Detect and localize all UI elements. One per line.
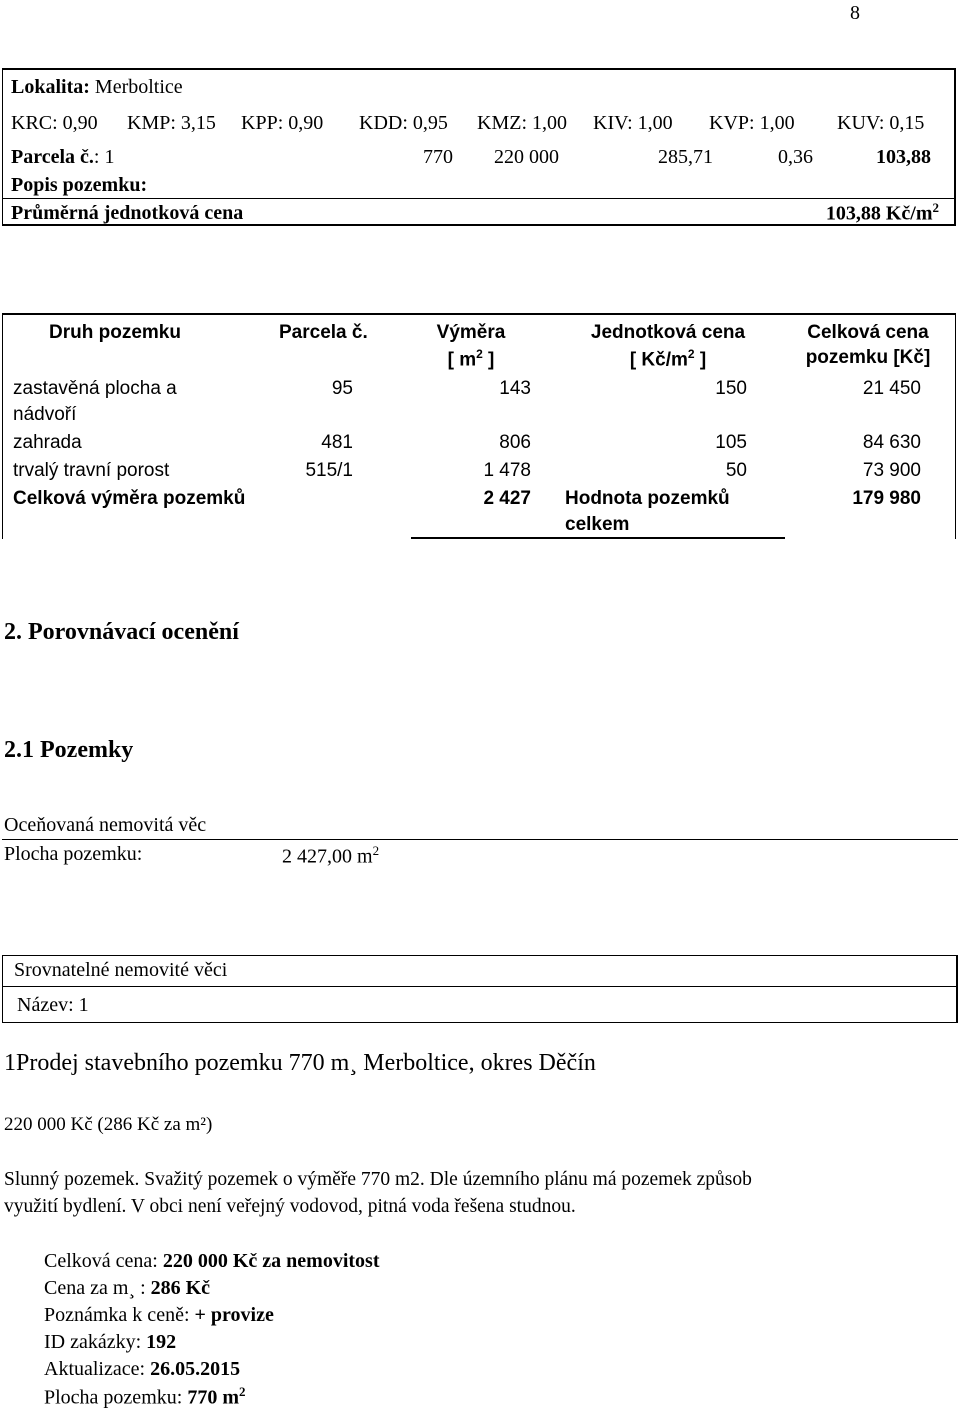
detail-order-id-value: 192 <box>146 1331 177 1353</box>
total-area-value: 2 427 <box>483 488 531 509</box>
parcel-line <box>11 146 114 169</box>
detail-land-area-value: 770 m <box>187 1386 239 1409</box>
coef-kmz: KMZ: 1,00 <box>477 112 567 134</box>
coef-kuv: KUV: 0,15 <box>837 112 925 134</box>
parcel-index: 0,36 <box>778 146 813 168</box>
locality-label: Lokalita: <box>11 76 90 98</box>
detail-land-area-sup: 2 <box>238 1384 246 1399</box>
header-area-unit: [ $m^2$ ] <box>447 347 495 371</box>
avg-price-sup: 2 <box>932 200 939 215</box>
avg-price <box>703 200 939 226</box>
locality-box <box>2 68 956 226</box>
table-bottom-line <box>411 537 785 539</box>
detail-total-price-value: 220 000 Kč za nemovitost <box>162 1250 380 1272</box>
coef-kiv: KIV: 1,00 <box>593 112 673 134</box>
total-value: 179 980 <box>852 488 921 509</box>
detail-updated-label: Aktualizace: <box>44 1358 151 1380</box>
row2-unit-price: 105 <box>715 432 747 453</box>
comparables-separator <box>3 986 956 987</box>
header-total-price: Celková cena <box>807 322 929 343</box>
comparable-name: Název: 1 <box>17 994 89 1016</box>
row2-total: 84 630 <box>862 432 921 453</box>
detail-total-price <box>44 1250 379 1273</box>
parcel-label: Parcela č. <box>11 146 94 168</box>
row3-unit-price: 50 <box>725 460 747 481</box>
row3-type: trvalý travní porost <box>13 460 170 481</box>
comparables-box <box>2 955 958 1023</box>
avg-price-label: Průměrná jednotková cena <box>11 202 244 224</box>
row3-area: 1 478 <box>483 460 531 481</box>
coef-kdd: KDD: 0,95 <box>359 112 448 134</box>
row2-type: zahrada <box>13 432 82 453</box>
valued-area-sup: 2 <box>372 843 380 858</box>
land-table <box>2 313 956 539</box>
total-area-label: Celková výměra pozemků <box>13 488 246 509</box>
detail-land-area-label: Plocha pozemku: <box>44 1386 188 1409</box>
detail-price-per-m2-label: Cena za m¸ : <box>44 1277 151 1299</box>
detail-price-per-m2-value: 286 Kč <box>150 1277 211 1299</box>
detail-total-price-label: Celková cena: <box>44 1250 163 1272</box>
parcel-adjusted-price: 103,88 <box>876 146 931 168</box>
valued-area <box>282 843 379 869</box>
row1-area: 143 <box>499 378 531 399</box>
row3-parcel: 515/1 <box>305 460 353 481</box>
detail-updated <box>44 1358 240 1381</box>
valued-area-label: Plocha pozemku: <box>4 843 143 865</box>
row3-total: 73 900 <box>862 460 921 481</box>
parcel-price: 220 000 <box>494 146 559 168</box>
detail-updated-value: 26.05.2015 <box>150 1358 241 1380</box>
coef-krc: KRC: 0,90 <box>11 112 98 134</box>
parcel-suffix: : 1 <box>93 146 115 168</box>
detail-order-id-label: ID zakázky: <box>44 1331 147 1353</box>
section-comparative-heading: 2. Porovnávací ocenění <box>4 619 239 645</box>
header-unit-price-unit: [ $Kč/m^2$ ] <box>629 347 707 371</box>
row1-type: zastavěná plocha a <box>13 378 177 399</box>
detail-price-note-label: Poznámka k ceně: <box>44 1304 195 1326</box>
locality-line <box>11 76 183 99</box>
avg-price-value: 103,88 Kč/m <box>825 202 933 225</box>
locality-value: Merboltice <box>94 76 183 98</box>
detail-price-note-value: + provize <box>194 1304 274 1326</box>
comparables-heading: Srovnatelné nemovité věci <box>14 959 228 981</box>
detail-price-per-m2 <box>44 1277 210 1300</box>
section-land-heading: 2.1 Pozemky <box>4 737 134 763</box>
listing-description-line2: využití bydlení. V obci není veřejný vodovod, pitná voda řešena studnou. <box>4 1196 576 1217</box>
valued-property-heading: Oceňovaná nemovitá věc <box>4 814 207 836</box>
row1-unit-price: 150 <box>715 378 747 399</box>
header-parcel: Parcela č. <box>279 322 368 343</box>
listing-title: 1Prodej stavebního pozemku 770 m¸ Merboltice, okres Děčín <box>4 1050 596 1076</box>
detail-price-note <box>44 1304 274 1327</box>
parcel-unit-price: 285,71 <box>658 146 713 168</box>
header-total-price-unit: pozemku [Kč] <box>805 347 931 368</box>
valued-area-value: 2 427,00 m <box>282 845 373 868</box>
detail-order-id <box>44 1331 176 1354</box>
page-number: 8 <box>850 2 860 24</box>
valued-property-rule <box>2 839 958 840</box>
row2-area: 806 <box>499 432 531 453</box>
total-value-label: Hodnota pozemků <box>565 488 730 509</box>
coef-kvp: KVP: 1,00 <box>709 112 795 134</box>
row1-total: 21 450 <box>862 378 921 399</box>
listing-price: 220 000 Kč (286 Kč za m²) <box>4 1114 213 1135</box>
separator-line <box>3 198 954 199</box>
coef-kpp: KPP: 0,90 <box>241 112 324 134</box>
header-area: Výměra <box>436 322 506 343</box>
row2-parcel: 481 <box>321 432 353 453</box>
total-value-label-cont: celkem <box>565 514 630 535</box>
listing-description-line1: Slunný pozemek. Svažitý pozemek o výměře 770 m2. Dle územního plánu má pozemek způsob <box>4 1169 752 1190</box>
header-unit-price: Jednotková cena <box>590 322 746 343</box>
row1-parcel: 95 <box>331 378 353 399</box>
parcel-area: 770 <box>423 146 453 168</box>
row1-type-cont: nádvoří <box>13 404 77 425</box>
detail-land-area <box>44 1384 245 1410</box>
description-label: Popis pozemku: <box>11 174 148 196</box>
header-type: Druh pozemku <box>49 322 181 343</box>
coef-kmp: KMP: 3,15 <box>127 112 216 134</box>
